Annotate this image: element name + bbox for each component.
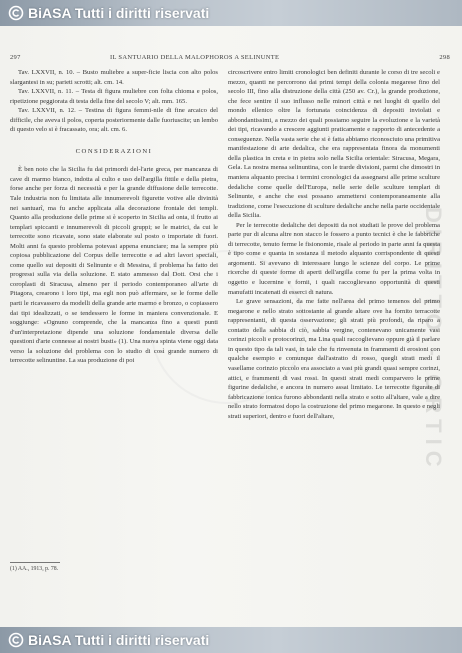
footnote-text: (1) AA., 1913, p. 78. [10, 566, 59, 572]
left-column [10, 68, 218, 366]
footnote [10, 562, 218, 572]
page-number-right: 298 [439, 54, 450, 61]
body-paragraph: È ben noto che la Sicilia fu dai primordi del-l'arte greca, per mancanza di cave di marmo bianco, indotta al culto e uso dell'argilla fittile e della pietra, forse anche per forza di necessità e per la grande diffusione delle terrecotte. Tale industria non fu limitata alle innumerevoli figurette votive alle divinità nei santuarî, ma fu anche applicata alla decorazione frontale dei templi. Quanto alla produzione delle prime si è scoperto in Sicilia ad onta, il frutto ai templari spiccanti e innumerevoli di piccoli gruppi; se le matrici, da cui le terrecotte sono ricavate, sono state elaborate sul posto o importate di fuori. Molti anni fa questo problema potevasi appena enunciare; ma la sempre più copiosa pubblicazione del Corpus delle terrecotte e ad altri lavori speciali, come quello sui depositi di Selinunte e di Messina, il problema ha fatto dei progressi sulla via della soluzione. E stato ammesso dal Dott. Orsi che i coroplasti di Siracusa, almeno per il periodo contemporaneo all'arte di Pitagora, crearono i loro tipi, ma egli non può affermare, se le forme delle parti le ricavassero da modelli della grande arte marmo e bronzo, o copiassero dai tipi idealizzati, o se tendessero le forme in maniera convenzionale. E soggiunge: «Ognuno comprende, che la mancanza fino a questi punti d'un'interpretazione dipende una soluzione fondamentale diversa delle questioni d'arte connesse ai nostri busti» (1). Una nuova spinta viene oggi data verso la soluzione del problema con lo studio di così grande numero di terrecotte selinuntine. La sua produzione di poi [10, 166, 218, 365]
footnote-rule [10, 562, 60, 563]
catalog-entry: Tav. LXXVII, n. 12. – Testina di figura femmi-nile di fine arcaico del difficile, che aveva il polos, coperta posteriormente dalle fuoriuscite; un lembo di questo velo si è fracassato, ora; alt. cm. 6. [10, 107, 218, 134]
catalog-entry: Tav. LXXVII, n. 10. – Busto muliebre a super-ficie liscia con alto polos slargantesi in su; parieti scrotti; alt. cm. 14. [10, 69, 218, 86]
top-watermark-banner [0, 0, 462, 26]
running-title: IL SANTUARIO DELLA MALOPHOROS A SELINUNTE [110, 54, 280, 61]
catalog-entry: Tav. LXXVII, n. 11. – Testa di figura muliebre con folta chioma e polos, ripetizione peggiorata di testa della fine del secolo V; alt. mm. 165. [10, 88, 218, 105]
side-watermark: DIRITTO - ORTIC [421, 207, 446, 473]
body-paragraph: Le grave sensazioni, da me fatte nell'area del primo temenos del primo megarone e nello strato sottostante al grande altare ove ha fornito terracotte rappresentanti, di questa osservazione; gli strati più profondi, da riparo a contatto della sabbia di ciò, sabbia vergine, contenevano unicamente vasi corinzi piccoli e protocorinzi, ma Lina quali raccoglievano oppure già il parlare in questo tipo da tali vasi, in tale che fu rinvenuta in frammenti di erosioni con qualche esempio e comunque dall'astratto di rosso, quegli strati medi il vasellame corinzio piccolo era associato a vasi più grandi quasi sempre corinzi, attici, e frammenti di vasi rossi. In questi strati medi comparvero le prime figurine dedaliche, e ancora in numero assai limitato. Le terrecotte figurate di fabbricazione ionica furono abbondanti nella strato e sotto all'altare, vale a dire nello strato formatosi dopo la costruzione del primo megarone. In questo e negli strati superiori, dentro e fuori dell'altare, [228, 298, 440, 420]
copyright-icon [8, 632, 24, 648]
banner-logo [0, 5, 209, 21]
body-paragraph: Per le terrecotte dedaliche dei depositi da noi studiati le prove del problema parte pur di alcuna altre non stacco le fossero a punto tecnici è che le fabbriche di terrecotte, tenuto ferme le fisionomie, risale al periodo in parte anni fa questa è tipo come e quanta in sostanza il metodo alquanto corrispondente di questi argomenti. Si avevano di interessare lungo le scienze del corpo. Le prime ricerche di queste forme di aperti dell'argilla come fu per la prima volta in oggetto e lucernine e fornii, i quali raccoglievano opportunità di questi manufatti incatenati di esserci di natura. [228, 221, 440, 296]
banner-logo [0, 632, 209, 648]
bottom-watermark-banner [0, 627, 462, 653]
right-column [228, 68, 440, 421]
running-header [10, 54, 458, 66]
banner-text: BiASA Tutti i diritti riservati [28, 632, 210, 648]
body-paragraph: circoscrivere entro limiti cronologici ben definiti durante le corso di tre secoli e mezzo, quanti ne percorrono dai primi tempi della colonia megarese fino del secolo III, fino alla distruzione della città (250 av. Cr.), la grande produzione, che fece sentire il suo influsso nelle minori città e nei luoghi di quello del mondo ellenico oltre la fortunata coincidenza di depositi inviolati e abbondantissimi, a mezzo dei quali possiamo seguire la evoluzione e la varietà dei tipi, ricavando a crescere aggiunti praticamente e rapporto di antecedente a conseguenze. Nella vasta serie che si è fatta abbiamo riconosciuto una primitiva manifestazione di arte dedalica, che era rappresentata finora da monumenti della plastica in creta e in pietra solo nella Sicilia orientale: Siracusa, Megara, Gela. La nostra mensa selinuntina, con le trarde divisioni, parmi che dimostri in maniera alquanto precisa i termini cronologici da assegnarsi alle prime sculture dedaliche come quelle dell'Europa, nelle serie delle sculture templari di Selinunte, e anche che essi possano ammettersi contemporaneamente alla tradizione, come l'esecuzione di sculture dedaliche anche nella parte occidentale della Sicilia. [228, 69, 440, 220]
page-number-left: 297 [10, 54, 21, 61]
section-heading: CONSIDERAZIONI [75, 147, 153, 155]
copyright-icon [8, 5, 24, 21]
banner-text: BiASA Tutti i diritti riservati [28, 5, 210, 21]
